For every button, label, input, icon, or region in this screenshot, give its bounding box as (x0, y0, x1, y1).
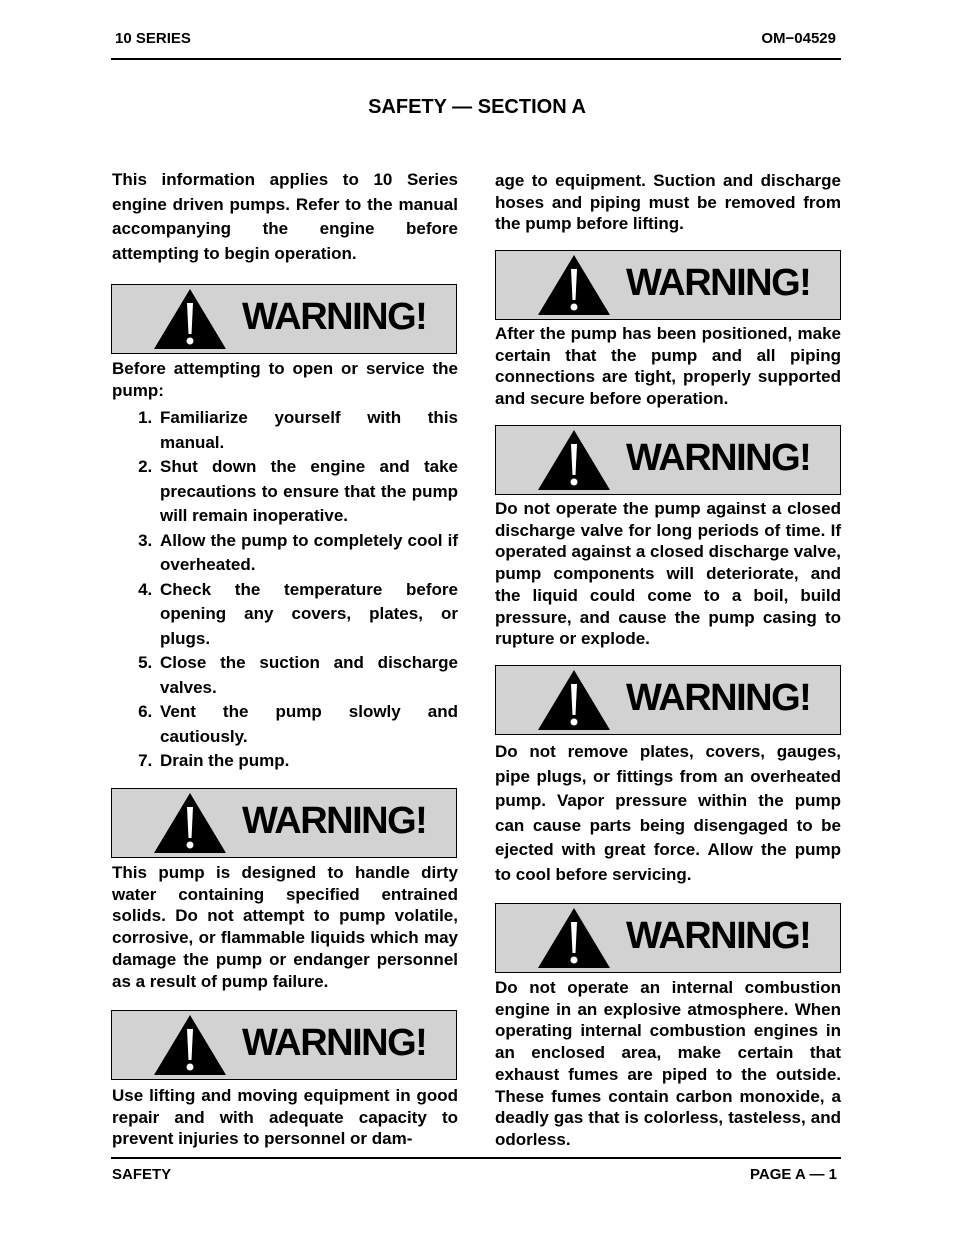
warning-label: WARNING! (626, 915, 811, 957)
header-series: 10 SERIES (115, 30, 191, 47)
dirty-water-text: This pump is designed to handle dirty water containing specified entrained solids. Do not attempt to pump volatile, corrosive, or flammable liquids which may damage the pump or endanger personnel as a result of pump failure. (112, 863, 458, 991)
warning-box (111, 284, 457, 354)
warning-label: WARNING! (242, 800, 427, 842)
warning-triangle-icon (536, 669, 612, 731)
footer-page-number: PAGE A — 1 (750, 1166, 837, 1183)
list-item: 6. Vent the pump slowly and cautiously. (157, 700, 458, 749)
warning-box (495, 665, 841, 735)
warning-label: WARNING! (626, 262, 811, 304)
warning-triangle-icon (536, 254, 612, 316)
header-rule (111, 58, 841, 60)
footer-rule (111, 1157, 841, 1159)
before-service-text: Before attempting to open or service the pump: (112, 359, 458, 400)
overheated-text: Do not remove plates, covers, gauges, pipe plugs, or fittings from an overheated pump. Vapor pressure within the pump can cause parts being disengaged to be ejected with great force. Allow the pump to cool before servicing. (495, 742, 841, 884)
list-item: 3. Allow the pump to completely cool if overheated. (157, 529, 458, 578)
warning-triangle-icon (152, 1014, 228, 1076)
service-steps-list (112, 406, 458, 774)
list-item: 7. Drain the pump. (157, 749, 458, 774)
intro-paragraph: This information applies to 10 Series engine driven pumps. Refer to the manual accompanying the engine before attempting to begin operation. (112, 170, 458, 263)
list-item: 4. Check the temperature before opening any covers, plates, or plugs. (157, 578, 458, 652)
warning-triangle-icon (152, 288, 228, 350)
page-title: SAFETY — SECTION A (368, 96, 586, 118)
warning-label: WARNING! (626, 437, 811, 479)
warning-triangle-icon (536, 429, 612, 491)
header-doc-number: OM−04529 (761, 30, 836, 47)
footer-section: SAFETY (112, 1166, 172, 1183)
warning-label: WARNING! (626, 677, 811, 719)
warning-box (111, 1010, 457, 1080)
warning-triangle-icon (152, 792, 228, 854)
warning-label: WARNING! (242, 1022, 427, 1064)
warning-triangle-icon (536, 907, 612, 969)
positioned-text: After the pump has been positioned, make certain that the pump and all piping connections are tight, properly supported and secure before operation. (495, 324, 841, 409)
warning-box (495, 903, 841, 973)
list-item: 2. Shut down the engine and take precautions to ensure that the pump will remain inoperative. (157, 455, 458, 529)
explosive-atmosphere-text: Do not operate an internal combustion engine in an explosive atmosphere. When operating internal combustion engines in an enclosed area, make certain that exhaust fumes are piped to the outside. These fumes contain carbon monoxide, a deadly gas that is colorless, tasteless, and odorless. (495, 978, 841, 1149)
warning-label: WARNING! (242, 296, 427, 338)
closed-valve-text: Do not operate the pump against a closed discharge valve for long periods of time. If operated against a closed discharge valve, pump components will deteriorate, and the liquid could come to a boil, build pressure, and cause the pump casing to rupture or explode. (495, 499, 841, 649)
lifting-text-part2: age to equipment. Suction and discharge hoses and piping must be removed from the pump before lifting. (495, 171, 841, 234)
warning-box (495, 250, 841, 320)
list-item: 5. Close the suction and discharge valves. (157, 651, 458, 700)
lifting-text-part1: Use lifting and moving equipment in good repair and with adequate capacity to prevent injuries to personnel or dam- (112, 1086, 458, 1149)
warning-box (111, 788, 457, 858)
list-item: 1. Familiarize yourself with this manual. (157, 406, 458, 455)
warning-box (495, 425, 841, 495)
